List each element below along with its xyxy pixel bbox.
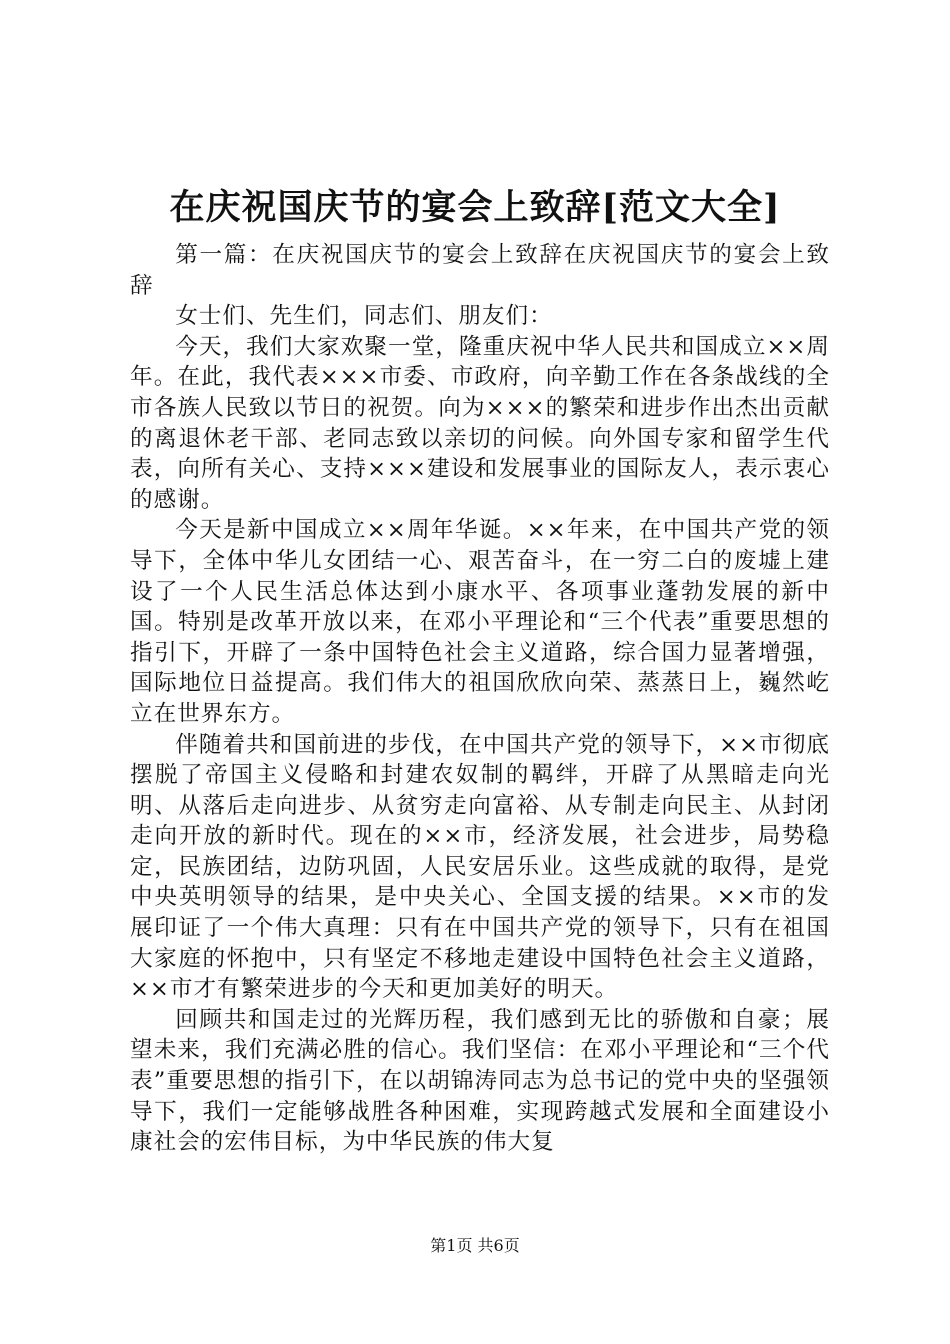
paragraph-heading: 第一篇：在庆祝国庆节的宴会上致辞在庆祝国庆节的宴会上致辞 — [130, 242, 830, 299]
paragraph-3: 伴随着共和国前进的步伐，在中国共产党的领导下，××市彻底摆脱了帝国主义侵略和封建农奴制的羁绊，开辟了从黑暗走向光明、从落后走向进步、从贫穷走向富裕、从专制走向民主、从封闭走向开放的新时代。现在的××市，经济发展，社会进步，局势稳定，民族团结，边防巩固，人民安居乐业。这些成就的取得，是党中央英明领导的结果，是中央关心、全国支援的结果。××市的发展印证了一个伟大真理：只有在中国共产党的领导下，只有在祖国大家庭的怀抱中，只有坚定不移地走建设中国特色社会主义道路，××市才有繁荣进步的今天和更加美好的明天。 — [130, 731, 830, 1003]
paragraph-2: 今天是新中国成立××周年华诞。××年来，在中国共产党的领导下，全体中华儿女团结一心、艰苦奋斗，在一穷二白的废墟上建设了一个人民生活总体达到小康水平、各项事业蓬勃发展的新中国。特别是改革开放以来，在邓小平理论和“三个代表”重要思想的指引下，开辟了一条中国特色社会主义道路，综合国力显著增强，国际地位日益提高。我们伟大的祖国欣欣向荣、蒸蒸日上，巍然屹立在世界东方。 — [130, 517, 830, 727]
paragraph-salutation: 女士们、先生们，同志们、朋友们： — [175, 303, 553, 330]
paragraph-4: 回顾共和国走过的光辉历程，我们感到无比的骄傲和自豪；展望未来，我们充满必胜的信心。我们坚信：在邓小平理论和“三个代表”重要思想的指引下，在以胡锦涛同志为总书记的党中央的坚强领导下，我们一定能够战胜各种困难，实现跨越式发展和全面建设小康社会的宏伟目标，为中华民族的伟大复 — [130, 1006, 830, 1156]
document-title: 在庆祝国庆节的宴会上致辞[范文大全] — [169, 187, 781, 228]
document-body — [130, 240, 830, 1158]
page-footer — [0, 1235, 950, 1257]
page-indicator: 第1页 共6页 — [430, 1236, 520, 1255]
paragraph-1: 今天，我们大家欢聚一堂，隆重庆祝中华人民共和国成立××周年。在此，我代表×××市委、市政府，向辛勤工作在各条战线的全市各族人民致以节日的祝贺。向为×××的繁荣和进步作出杰出贡献的离退休老干部、老同志致以亲切的问候。向外国专家和留学生代表，向所有关心、支持×××建设和发展事业的国际友人，表示衷心的感谢。 — [130, 333, 830, 513]
